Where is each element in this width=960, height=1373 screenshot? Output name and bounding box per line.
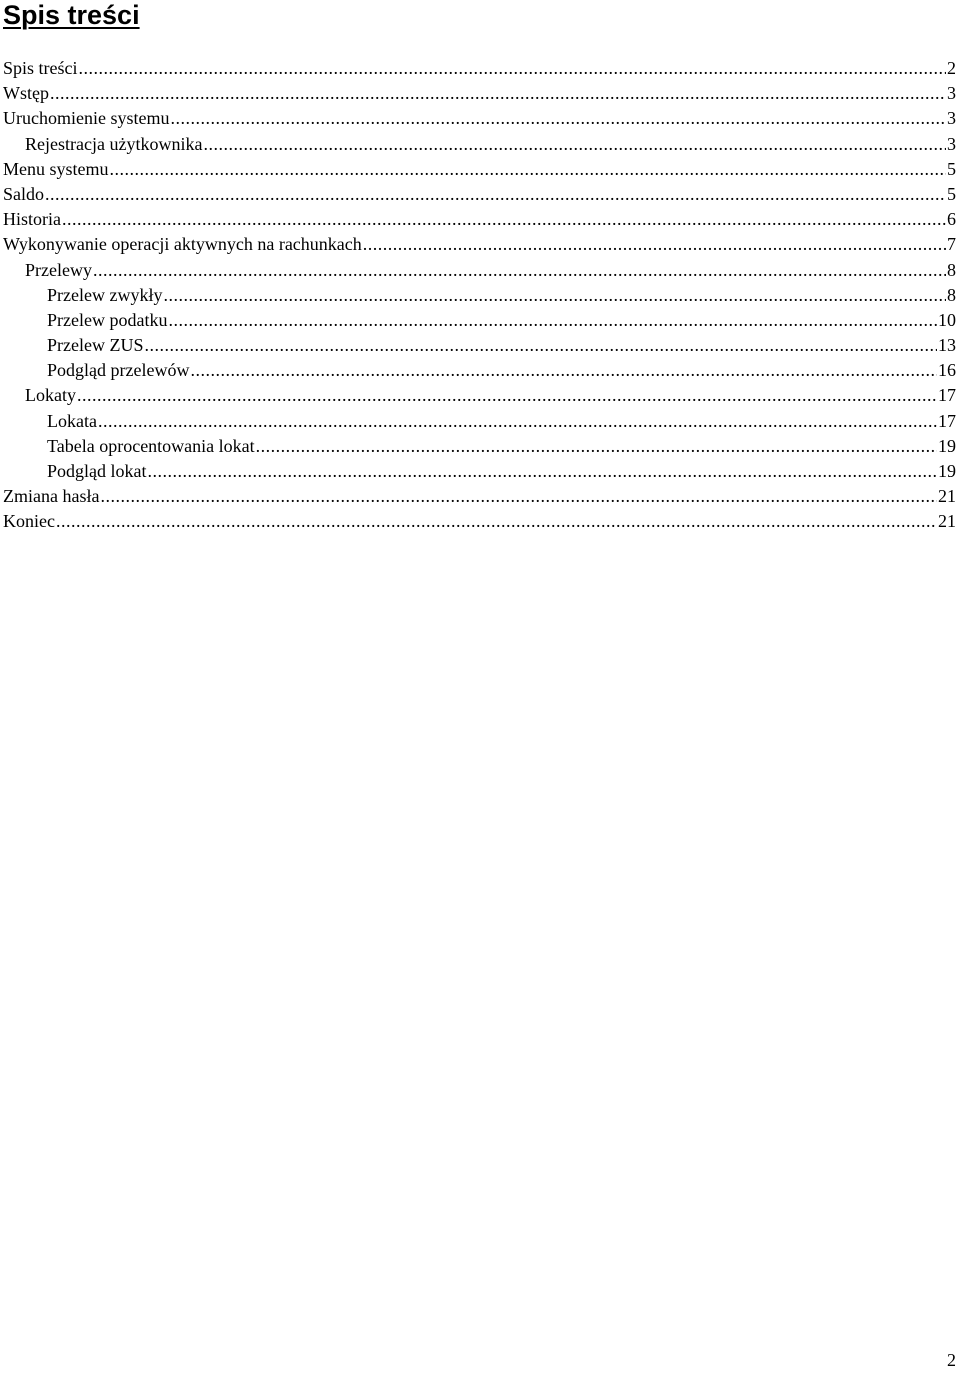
- toc-entry-title: Historia: [3, 209, 61, 230]
- toc-entry[interactable]: [3, 333, 956, 358]
- dot-leader: [256, 434, 937, 459]
- dot-leader: [110, 157, 947, 182]
- toc-entry[interactable]: [3, 182, 956, 207]
- toc-entry[interactable]: [3, 106, 956, 131]
- toc-entry-page: 3: [947, 133, 956, 154]
- toc-entry-title: Menu systemu: [3, 158, 109, 179]
- toc-entry-title: Uruchomienie systemu: [3, 108, 170, 129]
- dot-leader: [100, 484, 937, 509]
- toc-entry-page: 8: [947, 284, 956, 305]
- toc-entry-title: Wstęp: [3, 83, 49, 104]
- toc-entry-page: 19: [938, 461, 956, 481]
- toc-entry[interactable]: [3, 308, 956, 333]
- toc-entry-page: 17: [938, 410, 956, 431]
- toc-entry[interactable]: [3, 484, 956, 509]
- toc-entry-title: Podgląd przelewów: [47, 360, 190, 381]
- dot-leader: [144, 333, 937, 358]
- toc-entry-page: 16: [938, 360, 956, 381]
- toc-entry-page: 3: [947, 108, 956, 129]
- toc-entry-page: 2: [947, 58, 956, 78]
- toc-entry-page: 8: [947, 259, 956, 280]
- toc-entry[interactable]: [3, 157, 956, 182]
- dot-leader: [50, 81, 946, 106]
- toc-entry-title: Rejestracja użytkownika: [25, 133, 203, 154]
- toc-entry-page: 7: [947, 234, 956, 255]
- toc-entry-page: 13: [938, 335, 956, 356]
- toc-entry-title: Tabela oprocentowania lokat: [47, 435, 255, 456]
- toc-entry-title: Saldo: [3, 183, 45, 204]
- dot-leader: [79, 56, 947, 81]
- toc-entry-page: 5: [947, 158, 956, 179]
- dot-leader: [45, 182, 946, 207]
- dot-leader: [170, 106, 946, 131]
- dot-leader: [168, 308, 937, 333]
- dot-leader: [98, 409, 937, 434]
- toc-entry-title: Koniec: [3, 511, 55, 532]
- toc-entry[interactable]: [3, 409, 956, 434]
- dot-leader: [77, 383, 937, 408]
- toc-entry[interactable]: [3, 258, 956, 283]
- dot-leader: [56, 509, 937, 534]
- toc-entry[interactable]: [3, 56, 956, 81]
- dot-leader: [62, 207, 946, 232]
- toc-entry-title: Lokata: [47, 410, 97, 431]
- toc-entry[interactable]: [3, 358, 956, 383]
- toc-entry-title: Przelew ZUS: [47, 335, 144, 356]
- dot-leader: [148, 459, 938, 484]
- page-number: 2: [947, 1350, 956, 1370]
- toc-entry-title: Wykonywanie operacji aktywnych na rachunkach: [3, 234, 362, 255]
- toc-entry-title: Przelewy: [25, 259, 92, 280]
- toc-entry-title: Przelew podatku: [47, 309, 168, 330]
- toc-entry-page: 17: [938, 385, 956, 406]
- toc-entry-page: 10: [938, 309, 956, 330]
- toc-entry[interactable]: [3, 509, 956, 534]
- toc-entry[interactable]: [3, 207, 956, 232]
- toc-entry-title: Lokaty: [25, 385, 76, 406]
- toc-entry-title: Przelew zwykły: [47, 284, 163, 305]
- toc-entry[interactable]: [3, 232, 956, 257]
- toc-entry[interactable]: [3, 434, 956, 459]
- toc-entry-page: 21: [938, 511, 956, 532]
- toc-entry-title: Spis treści: [3, 58, 78, 78]
- toc-entry[interactable]: [3, 459, 956, 484]
- toc-entry-page: 19: [938, 435, 956, 456]
- toc-entry[interactable]: [3, 283, 956, 308]
- dot-leader: [93, 258, 946, 283]
- dot-leader: [190, 358, 937, 383]
- toc-entry-page: 21: [938, 486, 956, 507]
- toc-entry[interactable]: [3, 81, 956, 106]
- dot-leader: [163, 283, 946, 308]
- toc-entry[interactable]: [3, 383, 956, 408]
- toc-entry-page: 3: [947, 83, 956, 104]
- table-of-contents: [3, 56, 956, 535]
- dot-leader: [203, 132, 946, 157]
- toc-entry-title: Podgląd lokat: [47, 461, 147, 481]
- toc-entry-page: 6: [947, 209, 956, 230]
- toc-entry-title: Zmiana hasła: [3, 486, 100, 507]
- dot-leader: [363, 232, 946, 257]
- toc-entry[interactable]: [3, 132, 956, 157]
- toc-entry-page: 5: [947, 183, 956, 204]
- page-title: Spis treści: [3, 0, 140, 30]
